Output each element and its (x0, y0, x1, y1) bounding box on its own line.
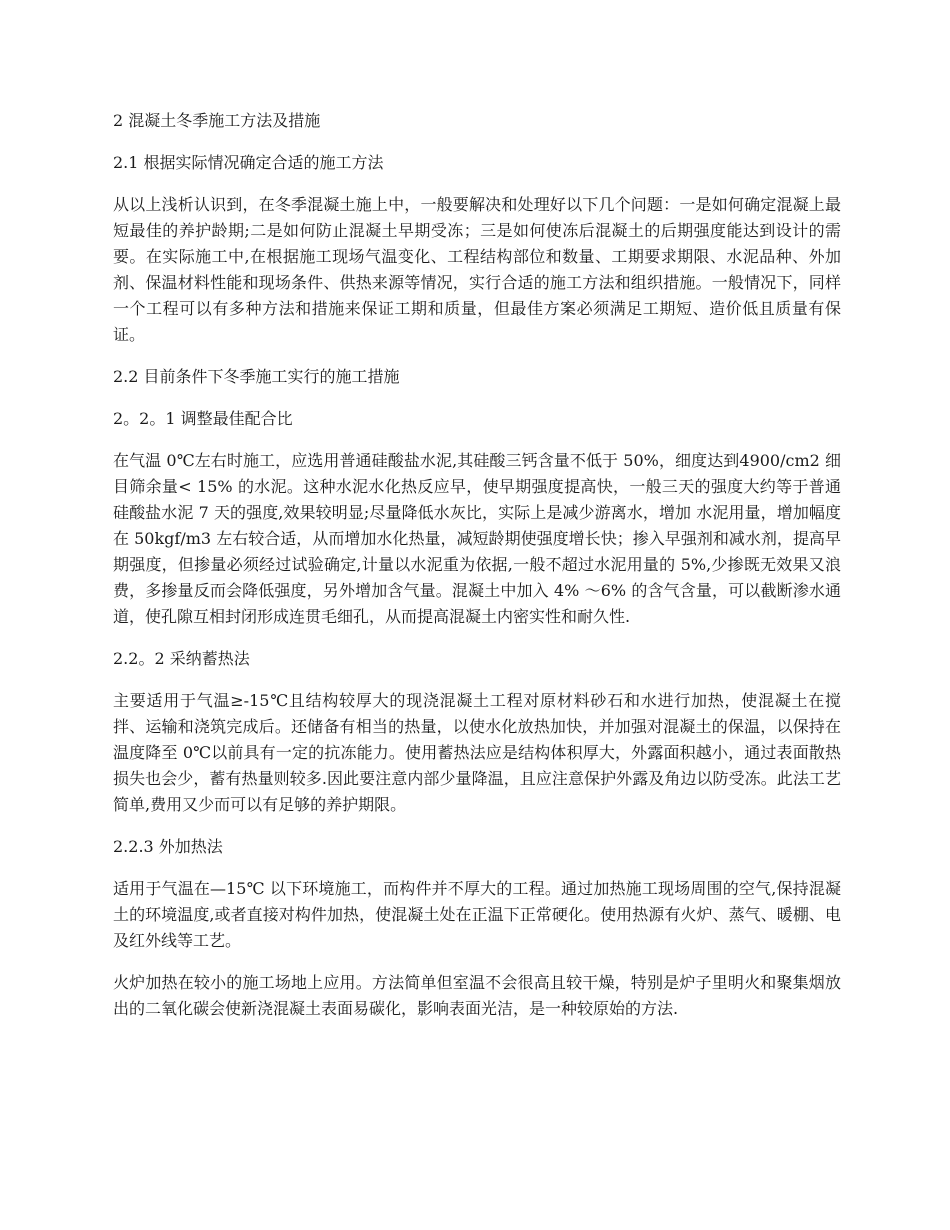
document-page (113, 108, 841, 1038)
section-2-2-3-paragraph-1: 适用于气温在—15℃ 以下环境施工，而构件并不厚大的工程。通过加热施工现场周围的空气,保持混凝土的环境温度,或者直接对构件加热，使混凝土处在正温下正常硬化。使用热源有火炉、蒸气、暖棚、电及红外线等工艺。 (113, 879, 841, 950)
section-2-2-2-paragraph: 主要适用于气温≥-15℃且结构较厚大的现浇混凝土工程对原材料砂石和水进行加热，使混凝土在搅拌、运输和浇筑完成后。还储备有相当的热量，以使水化放热加快，并加强对混凝土的保温，以保持在温度降至 0℃以前具有一定的抗冻能力。使用蓄热法应是结构体积厚大，外露面积越小，通过表面散热损失也会少，蓄有热量则较多.因此要注意内部少量降温，且应注意保护外露及角边以防受冻。此法工艺简单,费用又少而可以有足够的养护期限。 (113, 691, 841, 814)
section-2-heading: 2 混凝土冬季施工方法及措施 (113, 111, 321, 130)
section-2-2-1-paragraph: 在气温 0℃左右时施工，应选用普通硅酸盐水泥,其硅酸三钙含量不低于 50%，细度达到4900/cm2 细目筛余量< 15% 的水泥。这种水泥水化热反应早，使早期强度提高快，一般三天的强度大约等于普通硅酸盐水泥 7 天的强度,效果较明显;尽量降低水灰比，实际上是减少游离水，增加 水泥用量，增加幅度在 50kgf/m3 左右较合适，从而增加水化热量，减短龄期使强度增长快；掺入早强剂和减水剂，提高早期强度，但掺量必须经过试验确定,计量以水泥重为依据,一般不超过水泥用量的 5%,少掺既无效果又浪费，多掺量反而会降低强度，另外增加含气量。混凝土中加入 4% ～6% 的含气含量，可以截断渗水通道，使孔隙互相封闭形成连贯毛细孔，从而提高混凝土内密实性和耐久性. (113, 451, 841, 626)
section-2-2-3-heading: 2.2.3 外加热法 (113, 837, 223, 856)
section-2-1-heading: 2.1 根据实际情况确定合适的施工方法 (113, 153, 384, 172)
section-2-1-paragraph: 从以上浅析认识到，在冬季混凝土施上中，一般要解决和处理好以下几个问题：一是如何确定混凝上最短最佳的养护龄期;二是如何防止混凝土早期受冻；三是如何使冻后混凝土的后期强度能达到设计的需要。在实际施工中,在根据施工现场气温变化、工程结构部位和数量、工期要求期限、水泥品种、外加剂、保温材料性能和现场条件、供热来源等情况，实行合适的施工方法和组织措施。一般情况下，同样一个工程可以有多种方法和措施来保证工期和质量，但最佳方案必须满足工期短、造价低且质量有保证。 (113, 195, 841, 344)
section-2-2-heading: 2.2 目前条件下冬季施工实行的施工措施 (113, 367, 400, 386)
section-2-2-3-paragraph-2: 火炉加热在较小的施工场地上应用。方法简单但室温不会很高且较干燥，特别是炉子里明火和聚集烟放出的二氧化碳会使新浇混凝土表面易碳化，影响表面光洁，是一种较原始的方法. (113, 973, 841, 1018)
section-2-2-2-heading: 2.2。2 采纳蓄热法 (113, 649, 250, 668)
section-2-2-1-heading: 2。2。1 调整最佳配合比 (113, 409, 293, 428)
